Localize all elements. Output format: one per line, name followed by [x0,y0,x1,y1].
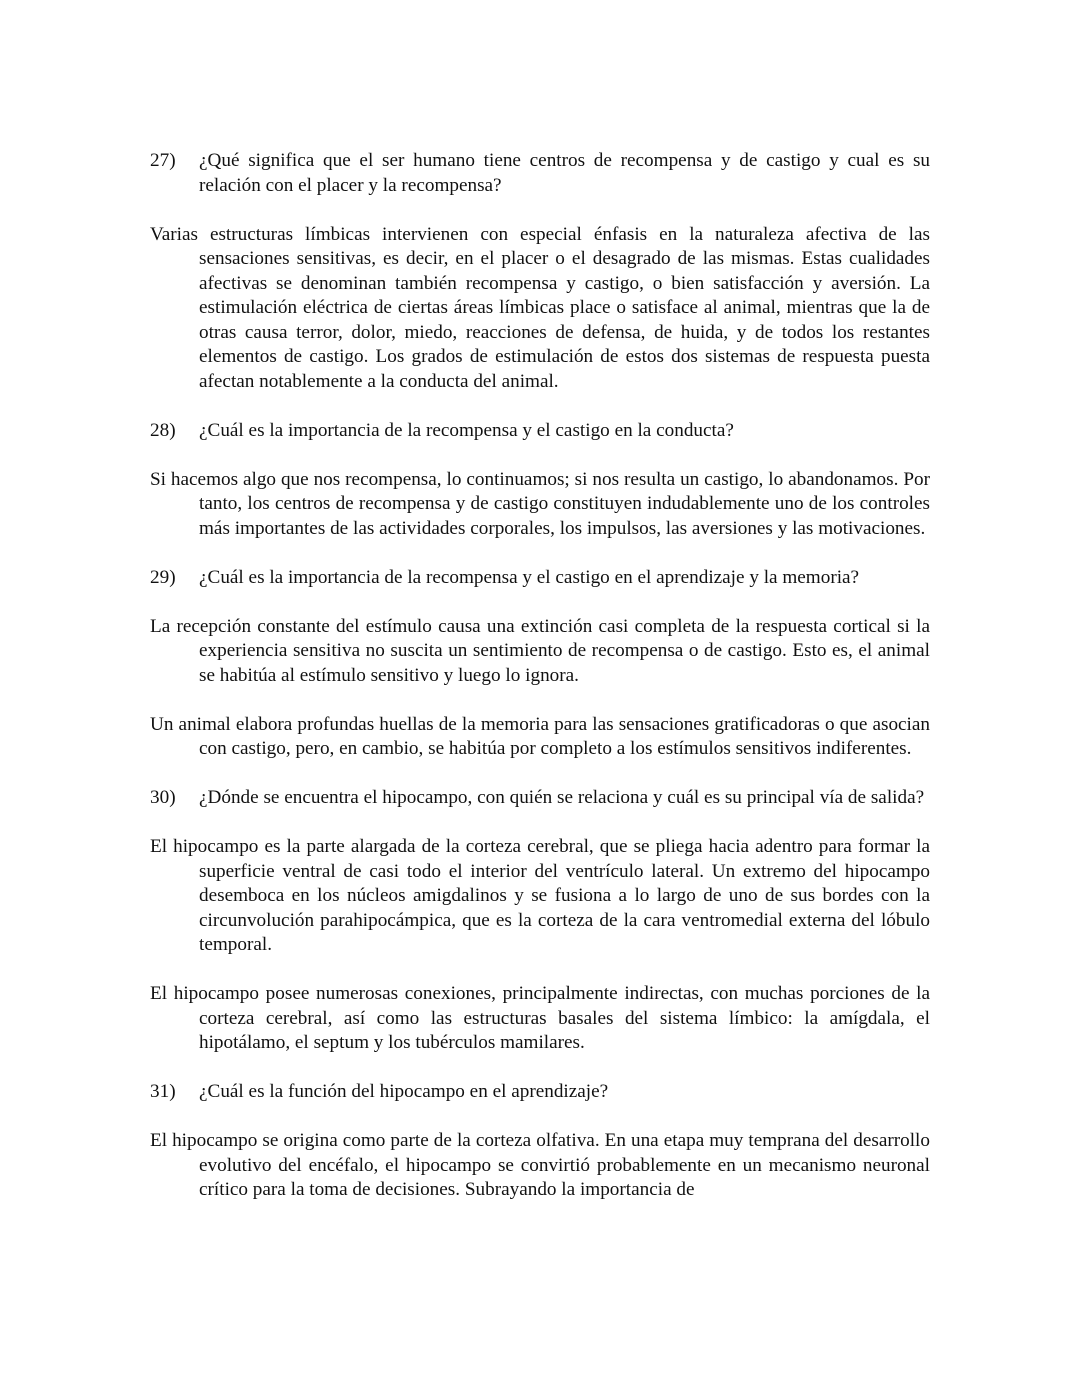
question-text: ¿Cuál es la importancia de la recompensa y el castigo en la conducta? [199,419,734,441]
question-number: 27) [150,150,176,171]
answer-paragraph: Varias estructuras límbicas intervienen con especial énfasis en la naturaleza afectiva de las sensaciones sensitivas, es decir, en el placer o el desagrado de las mismas. Estas cualidades afectivas se denominan también recompensa y castigo, o bien satisfacción y aversión. La estimulación eléctrica de ciertas áreas límbicas place o satisface al animal, mientras que la de otras causa terror, dolor, miedo, reacciones de defensa, de huida, y de todos los restantes elementos de castigo. Los grados de estimulación de estos dos sistemas de respuesta puesta afectan notablemente a la conducta del animal. [150,223,930,392]
question-number: 29) [150,566,176,588]
document-page [150,149,930,1227]
answer-paragraph: Si hacemos algo que nos recompensa, lo continuamos; si nos resulta un castigo, lo abandonamos. Por tanto, los centros de recompensa y de castigo constituyen indudablemente uno de los controles más importantes de las actividades corporales, los impulsos, las aversiones y las motivaciones. [150,468,930,539]
question-text: ¿Cuál es la importancia de la recompensa y el castigo en el aprendizaje y la memoria? [199,566,860,588]
question-number: 31) [150,1081,176,1102]
answer-paragraph: El hipocampo es la parte alargada de la corteza cerebral, que se pliega hacia adentro para formar la superficie ventral de casi todo el interior del ventrículo lateral. Un extremo del hipocampo desemboca en los núcleos amigdalinos y se fusiona a lo largo de uno de sus bordes con la circunvolución parahipocámpica, que es la corteza de la cara ventromedial externa del lóbulo temporal. [150,836,930,955]
question-text: ¿Qué significa que el ser humano tiene centros de recompensa y de castigo y cual es su relación con el placer y la recompensa? [199,150,930,196]
question-number: 28) [150,419,176,441]
question-text: ¿Dónde se encuentra el hipocampo, con quién se relaciona y cuál es su principal vía de salida? [199,787,925,808]
question-28 [150,419,930,444]
answer-paragraph: La recepción constante del estímulo causa una extinción casi completa de la respuesta cortical si la experiencia sensitiva no suscita un sentimiento de recompensa o de castigo. Esto es, el animal se habitúa al estímulo sensitivo y luego lo ignora. [150,615,930,686]
question-31 [150,1080,930,1105]
question-text: ¿Cuál es la función del hipocampo en el aprendizaje? [199,1081,609,1102]
answer-paragraph: El hipocampo se origina como parte de la corteza olfativa. En una etapa muy temprana del desarrollo evolutivo del encéfalo, el hipocampo se convirtió probablemente en un mecanismo neuronal crítico para la toma de decisiones. Subrayando la importancia de [150,1130,930,1200]
answer-paragraph: El hipocampo posee numerosas conexiones, principalmente indirectas, con muchas porciones de la corteza cerebral, así como las estructuras basales del sistema límbico: la amígdala, el hipotálamo, el septum y los tubérculos mamilares. [150,983,930,1053]
answer-paragraph: Un animal elabora profundas huellas de la memoria para las sensaciones gratificadoras o que asocian con castigo, pero, en cambio, se habitúa por completo a los estímulos sensitivos indiferentes. [150,713,930,759]
question-27 [150,149,930,198]
question-30 [150,786,930,811]
question-number: 30) [150,787,176,808]
question-29 [150,566,930,591]
